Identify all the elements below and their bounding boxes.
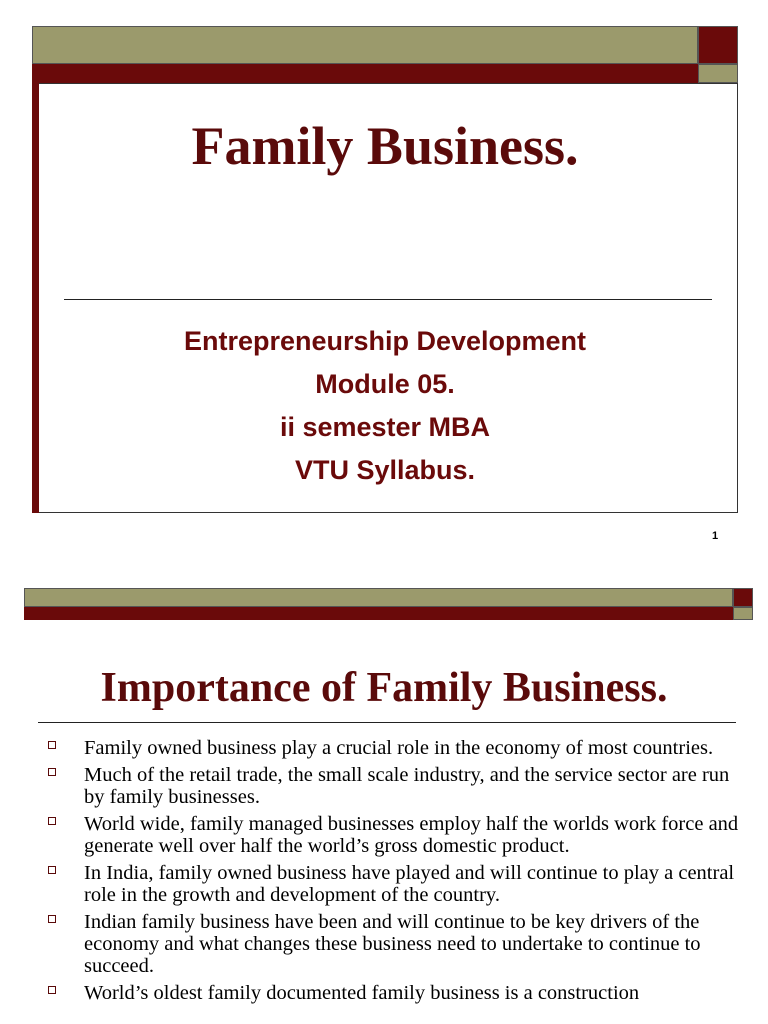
slide-2-header-maroon-bar	[24, 607, 733, 620]
bullet-text: World wide, family managed businesses employ half the worlds work force and generate well over half the world’s gross domestic product.	[84, 813, 739, 857]
slide-2-title-divider	[38, 722, 736, 723]
bullet-text: Family owned business play a crucial role in the economy of most countries.	[84, 737, 714, 759]
slide-2-header-olive-bar	[24, 588, 733, 607]
subtitle-line: ii semester MBA	[279, 412, 491, 442]
square-bullet-icon	[48, 817, 56, 825]
list-item	[44, 764, 744, 808]
title-divider	[64, 299, 712, 300]
header-olive-square	[698, 64, 738, 83]
bullet-text: World’s oldest family documented family business is a construction	[84, 982, 640, 1004]
slide-2-header-olive-square	[733, 607, 753, 620]
header-maroon-square	[698, 26, 738, 64]
list-item	[44, 813, 744, 857]
subtitle-line: VTU Syllabus.	[294, 455, 476, 485]
bullet-text: In India, family owned business have played and will continue to play a central role in the growth and development of the country.	[84, 862, 735, 906]
bullet-list	[44, 737, 744, 1009]
page-number: 1	[712, 530, 719, 542]
square-bullet-icon	[48, 866, 56, 874]
square-bullet-icon	[48, 741, 56, 749]
bullet-text: Indian family business have been and will continue to be key drivers of the economy and what changes these business need to undertake to continue to succeed.	[84, 911, 701, 977]
square-bullet-icon	[48, 915, 56, 923]
slide-2-title: Importance of Family Business.	[100, 665, 668, 711]
slide-1-title: Family Business.	[191, 116, 579, 176]
header-maroon-bar	[32, 64, 698, 83]
list-item	[44, 982, 744, 1004]
list-item	[44, 737, 744, 759]
slide-1-subtitle	[32, 320, 738, 492]
square-bullet-icon	[48, 768, 56, 776]
bullet-text: Much of the retail trade, the small scale industry, and the service sector are run by family businesses.	[84, 764, 730, 808]
list-item	[44, 862, 744, 906]
subtitle-line: Module 05.	[315, 369, 455, 399]
square-bullet-icon	[48, 986, 56, 994]
slide-2-header-maroon-square	[733, 588, 753, 607]
subtitle-line: Entrepreneurship Development	[183, 326, 587, 356]
header-olive-bar	[32, 26, 698, 64]
list-item	[44, 911, 744, 977]
slide-1	[32, 26, 738, 513]
